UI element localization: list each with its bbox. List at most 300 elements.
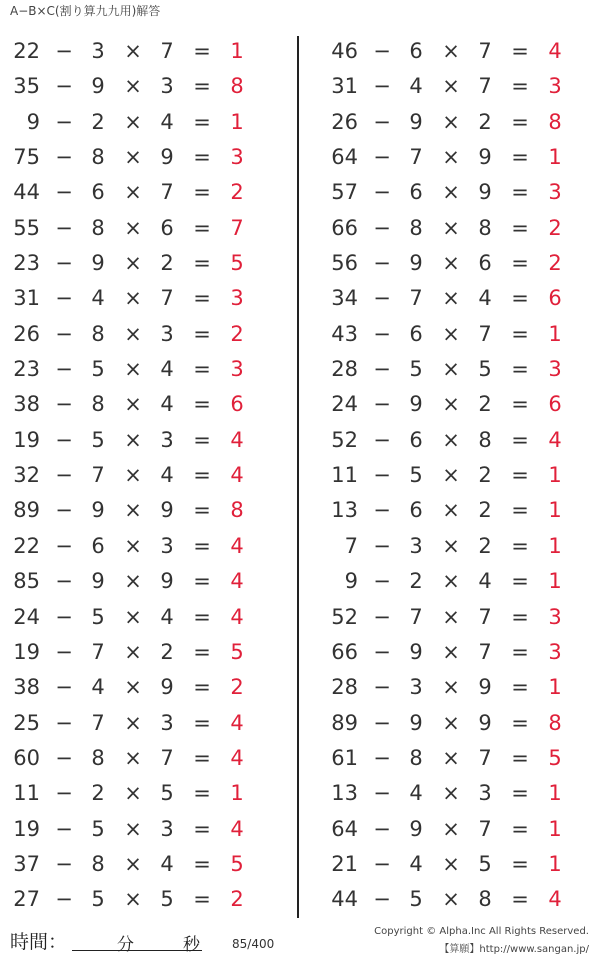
times-sign: × (442, 604, 460, 629)
number-b: 3 (409, 675, 423, 700)
equals-sign: = (193, 498, 211, 523)
number-b: 6 (91, 533, 105, 558)
problem-row (318, 530, 600, 565)
equals-sign: = (511, 675, 529, 700)
page-title: A−B×C(割り算九九用)解答 (10, 4, 161, 18)
answer: 4 (230, 816, 244, 841)
answer: 3 (548, 180, 562, 205)
equals-sign: = (511, 39, 529, 63)
problem-row (0, 176, 290, 211)
number-a: 38 (13, 675, 40, 700)
number-a: 19 (13, 639, 40, 664)
minus-sign: − (55, 215, 73, 240)
equals-sign: = (193, 569, 211, 594)
problem-row (0, 601, 290, 636)
equals-sign: = (193, 745, 211, 770)
number-c: 4 (478, 286, 492, 311)
minus-sign: − (55, 533, 73, 558)
number-c: 6 (160, 215, 174, 240)
minus-sign: − (373, 675, 391, 700)
number-b: 9 (91, 498, 105, 523)
answer: 5 (548, 745, 562, 770)
answer: 6 (230, 392, 244, 417)
number-c: 6 (478, 251, 492, 276)
number-b: 5 (91, 887, 105, 912)
answer: 1 (548, 321, 562, 346)
answer: 5 (230, 851, 244, 876)
problem-row (0, 494, 290, 529)
number-b: 9 (409, 251, 423, 276)
equals-sign: = (511, 604, 529, 629)
copyright-text: Copyright © Alpha.Inc All Rights Reserved. (374, 926, 589, 937)
times-sign: × (124, 109, 142, 134)
number-c: 4 (160, 109, 174, 134)
number-a: 24 (331, 392, 358, 417)
number-b: 7 (409, 286, 423, 311)
minus-sign: − (373, 251, 391, 276)
times-sign: × (124, 286, 142, 311)
problem-row (0, 671, 290, 706)
number-c: 7 (160, 286, 174, 311)
minus-sign: − (55, 851, 73, 876)
answer: 6 (548, 392, 562, 417)
problem-row (0, 707, 290, 742)
problem-row (318, 848, 600, 883)
equals-sign: = (193, 851, 211, 876)
number-c: 7 (478, 39, 492, 63)
minus-sign: − (373, 463, 391, 488)
number-c: 3 (160, 321, 174, 346)
equals-sign: = (193, 145, 211, 170)
number-b: 8 (91, 215, 105, 240)
minus-sign: − (55, 321, 73, 346)
number-c: 3 (160, 74, 174, 99)
number-c: 9 (160, 675, 174, 700)
minus-sign: − (55, 39, 73, 63)
answer: 3 (230, 286, 244, 311)
answer: 4 (230, 427, 244, 452)
minus-sign: − (55, 180, 73, 205)
minus-sign: − (55, 392, 73, 417)
equals-sign: = (193, 215, 211, 240)
answer: 1 (548, 569, 562, 594)
times-sign: × (442, 392, 460, 417)
number-a: 22 (13, 39, 40, 63)
answer: 1 (230, 781, 244, 806)
number-b: 4 (91, 675, 105, 700)
number-c: 7 (160, 745, 174, 770)
answer: 1 (548, 781, 562, 806)
equals-sign: = (511, 286, 529, 311)
number-b: 8 (409, 745, 423, 770)
minus-sign: − (55, 109, 73, 134)
times-sign: × (442, 109, 460, 134)
minus-sign: − (55, 604, 73, 629)
equals-sign: = (511, 215, 529, 240)
problem-row (0, 777, 290, 812)
equals-sign: = (511, 533, 529, 558)
number-b: 4 (91, 286, 105, 311)
number-b: 6 (409, 427, 423, 452)
problem-row (318, 813, 600, 848)
problem-row (318, 353, 600, 388)
answer: 1 (548, 675, 562, 700)
number-a: 26 (331, 109, 358, 134)
answer: 2 (230, 675, 244, 700)
number-b: 9 (91, 251, 105, 276)
problem-row (318, 247, 600, 282)
equals-sign: = (511, 109, 529, 134)
answer: 7 (230, 215, 244, 240)
problem-row (318, 70, 600, 105)
minus-sign: − (373, 604, 391, 629)
times-sign: × (124, 215, 142, 240)
number-a: 24 (13, 604, 40, 629)
equals-sign: = (193, 639, 211, 664)
number-b: 8 (91, 745, 105, 770)
answer: 1 (548, 851, 562, 876)
times-sign: × (124, 321, 142, 346)
number-c: 3 (160, 816, 174, 841)
answer: 3 (230, 357, 244, 382)
answer: 4 (230, 463, 244, 488)
number-a: 66 (331, 639, 358, 664)
answer: 3 (548, 639, 562, 664)
problem-row (318, 636, 600, 671)
equals-sign: = (511, 145, 529, 170)
number-a: 21 (331, 851, 358, 876)
number-c: 2 (160, 251, 174, 276)
minus-sign: − (373, 392, 391, 417)
times-sign: × (442, 781, 460, 806)
times-sign: × (442, 180, 460, 205)
answer: 4 (230, 604, 244, 629)
minus-sign: − (55, 816, 73, 841)
answer: 4 (230, 710, 244, 735)
number-b: 4 (409, 851, 423, 876)
times-sign: × (442, 816, 460, 841)
number-c: 7 (478, 745, 492, 770)
problem-row (0, 565, 290, 600)
equals-sign: = (511, 710, 529, 735)
number-b: 8 (91, 321, 105, 346)
number-c: 3 (160, 533, 174, 558)
problem-row (318, 707, 600, 742)
answer: 1 (230, 39, 244, 63)
times-sign: × (124, 781, 142, 806)
number-c: 5 (478, 851, 492, 876)
answer: 1 (548, 498, 562, 523)
number-c: 2 (478, 533, 492, 558)
minus-sign: − (373, 145, 391, 170)
times-sign: × (124, 357, 142, 382)
number-c: 3 (478, 781, 492, 806)
times-sign: × (124, 39, 142, 63)
number-b: 5 (409, 357, 423, 382)
answer: 1 (548, 816, 562, 841)
number-a: 38 (13, 392, 40, 417)
number-c: 4 (160, 604, 174, 629)
equals-sign: = (511, 816, 529, 841)
times-sign: × (442, 321, 460, 346)
times-sign: × (124, 675, 142, 700)
equals-sign: = (511, 887, 529, 912)
problem-row (0, 388, 290, 423)
times-sign: × (124, 816, 142, 841)
number-c: 8 (478, 887, 492, 912)
times-sign: × (124, 604, 142, 629)
minus-sign: − (373, 498, 391, 523)
number-b: 5 (91, 604, 105, 629)
number-c: 9 (478, 675, 492, 700)
times-sign: × (124, 427, 142, 452)
minus-sign: − (55, 74, 73, 99)
number-a: 60 (13, 745, 40, 770)
number-a: 64 (331, 145, 358, 170)
number-c: 8 (478, 215, 492, 240)
times-sign: × (442, 286, 460, 311)
problem-row (318, 777, 600, 812)
problem-row (318, 494, 600, 529)
answer: 4 (548, 887, 562, 912)
times-sign: × (442, 710, 460, 735)
number-b: 9 (409, 639, 423, 664)
minutes-label: 分 (117, 935, 134, 955)
number-c: 2 (160, 639, 174, 664)
minus-sign: − (373, 569, 391, 594)
times-sign: × (442, 569, 460, 594)
minus-sign: − (55, 286, 73, 311)
number-c: 4 (160, 851, 174, 876)
number-a: 52 (331, 427, 358, 452)
answer: 2 (230, 180, 244, 205)
minus-sign: − (373, 427, 391, 452)
right-problem-column (318, 35, 600, 919)
number-b: 5 (409, 887, 423, 912)
times-sign: × (442, 675, 460, 700)
answer: 2 (230, 321, 244, 346)
minus-sign: − (373, 639, 391, 664)
number-a: 23 (13, 357, 40, 382)
number-b: 2 (91, 109, 105, 134)
number-a: 19 (13, 427, 40, 452)
number-a: 11 (13, 781, 40, 806)
equals-sign: = (193, 887, 211, 912)
answer: 6 (548, 286, 562, 311)
problem-row (318, 424, 600, 459)
answer: 8 (548, 109, 562, 134)
equals-sign: = (511, 851, 529, 876)
problem-row (318, 388, 600, 423)
number-b: 5 (91, 816, 105, 841)
problem-row (318, 282, 600, 317)
times-sign: × (124, 533, 142, 558)
number-a: 13 (331, 781, 358, 806)
minus-sign: − (373, 286, 391, 311)
minus-sign: − (55, 463, 73, 488)
minus-sign: − (373, 816, 391, 841)
problem-row (318, 671, 600, 706)
times-sign: × (442, 533, 460, 558)
number-c: 3 (160, 710, 174, 735)
equals-sign: = (511, 180, 529, 205)
number-c: 2 (478, 463, 492, 488)
number-a: 57 (331, 180, 358, 205)
problem-row (0, 424, 290, 459)
problem-row (318, 106, 600, 141)
number-b: 8 (409, 215, 423, 240)
problem-row (0, 35, 290, 70)
number-c: 4 (160, 463, 174, 488)
number-a: 61 (331, 745, 358, 770)
number-a: 23 (13, 251, 40, 276)
site-url: 【算願】http://www.sangan.jp/ (439, 944, 589, 955)
number-a: 44 (13, 180, 40, 205)
problem-row (318, 141, 600, 176)
number-a: 34 (331, 286, 358, 311)
number-c: 7 (478, 604, 492, 629)
minus-sign: − (373, 39, 391, 63)
number-c: 2 (478, 392, 492, 417)
number-c: 9 (478, 710, 492, 735)
equals-sign: = (511, 498, 529, 523)
times-sign: × (442, 745, 460, 770)
answer: 2 (230, 887, 244, 912)
minus-sign: − (55, 745, 73, 770)
number-c: 4 (478, 569, 492, 594)
minus-sign: − (373, 357, 391, 382)
minus-sign: − (55, 251, 73, 276)
number-b: 2 (91, 781, 105, 806)
problem-row (318, 176, 600, 211)
seconds-label: 秒 (183, 935, 200, 955)
equals-sign: = (193, 392, 211, 417)
equals-sign: = (193, 251, 211, 276)
number-c: 7 (478, 816, 492, 841)
number-a: 89 (13, 498, 40, 523)
minus-sign: − (55, 710, 73, 735)
equals-sign: = (193, 74, 211, 99)
times-sign: × (124, 180, 142, 205)
equals-sign: = (193, 357, 211, 382)
number-b: 6 (91, 180, 105, 205)
minus-sign: − (373, 109, 391, 134)
times-sign: × (442, 357, 460, 382)
answer: 4 (230, 745, 244, 770)
answer: 8 (230, 74, 244, 99)
minus-sign: − (55, 145, 73, 170)
problem-row (318, 565, 600, 600)
times-sign: × (124, 392, 142, 417)
number-c: 5 (160, 887, 174, 912)
number-b: 6 (409, 180, 423, 205)
number-b: 9 (91, 569, 105, 594)
answer: 4 (230, 569, 244, 594)
number-b: 3 (409, 533, 423, 558)
number-b: 2 (409, 569, 423, 594)
problem-row (0, 636, 290, 671)
times-sign: × (442, 498, 460, 523)
number-c: 7 (478, 321, 492, 346)
equals-sign: = (511, 251, 529, 276)
number-a: 85 (13, 569, 40, 594)
equals-sign: = (193, 109, 211, 134)
times-sign: × (124, 710, 142, 735)
problem-row (0, 742, 290, 777)
answer: 3 (230, 145, 244, 170)
answer: 1 (548, 463, 562, 488)
number-a: 28 (331, 357, 358, 382)
equals-sign: = (511, 745, 529, 770)
number-c: 8 (478, 427, 492, 452)
equals-sign: = (511, 321, 529, 346)
number-a: 11 (331, 463, 358, 488)
number-b: 6 (409, 321, 423, 346)
number-a: 46 (331, 39, 358, 63)
equals-sign: = (511, 357, 529, 382)
answer: 1 (548, 145, 562, 170)
number-b: 3 (91, 39, 105, 63)
number-b: 7 (91, 710, 105, 735)
minus-sign: − (55, 639, 73, 664)
equals-sign: = (511, 74, 529, 99)
times-sign: × (124, 145, 142, 170)
number-a: 31 (331, 74, 358, 99)
minus-sign: − (55, 357, 73, 382)
answer: 5 (230, 251, 244, 276)
column-divider (297, 36, 299, 918)
equals-sign: = (511, 392, 529, 417)
minus-sign: − (373, 851, 391, 876)
answer: 4 (548, 39, 562, 63)
number-b: 9 (409, 710, 423, 735)
number-a: 89 (331, 710, 358, 735)
answer: 3 (548, 74, 562, 99)
times-sign: × (442, 74, 460, 99)
minus-sign: − (373, 533, 391, 558)
times-sign: × (124, 887, 142, 912)
number-c: 9 (478, 145, 492, 170)
problem-row (0, 318, 290, 353)
times-sign: × (442, 215, 460, 240)
left-problem-column (0, 35, 290, 919)
answer: 8 (230, 498, 244, 523)
minus-sign: − (373, 74, 391, 99)
minus-sign: − (373, 321, 391, 346)
number-c: 2 (478, 498, 492, 523)
problem-row (318, 459, 600, 494)
number-c: 7 (478, 639, 492, 664)
problem-row (318, 212, 600, 247)
times-sign: × (124, 251, 142, 276)
times-sign: × (442, 887, 460, 912)
number-a: 7 (344, 533, 358, 558)
minus-sign: − (373, 215, 391, 240)
equals-sign: = (193, 533, 211, 558)
minus-sign: − (55, 569, 73, 594)
minus-sign: − (373, 710, 391, 735)
number-a: 22 (13, 533, 40, 558)
minus-sign: − (55, 781, 73, 806)
problem-row (0, 813, 290, 848)
problem-row (0, 70, 290, 105)
equals-sign: = (193, 321, 211, 346)
number-b: 9 (91, 74, 105, 99)
number-b: 5 (91, 427, 105, 452)
times-sign: × (442, 251, 460, 276)
equals-sign: = (193, 710, 211, 735)
number-c: 7 (160, 180, 174, 205)
